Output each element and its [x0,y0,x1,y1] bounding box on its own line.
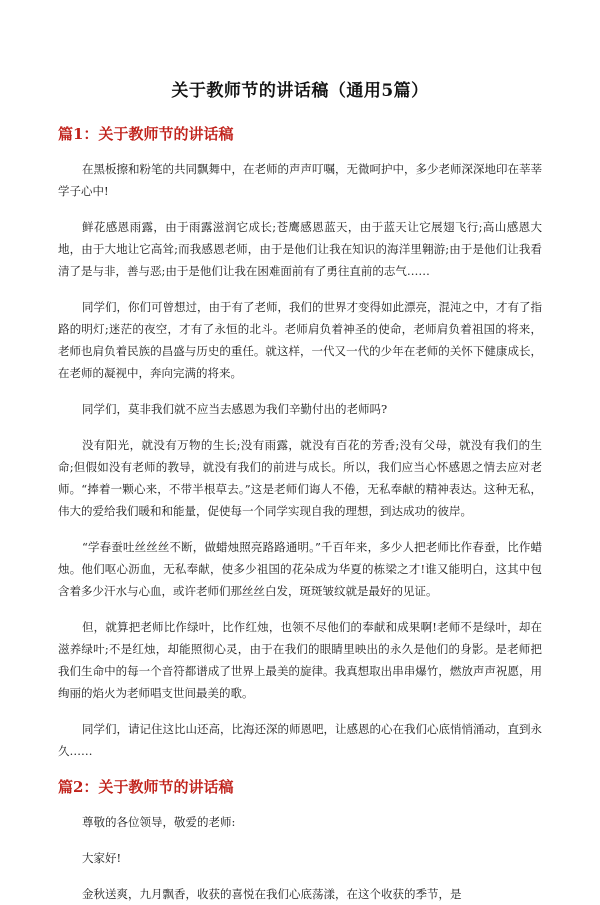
section-1-paragraph-5: 没有阳光，就没有万物的生长;没有雨露，就没有百花的芳香;没有父母，就没有我们的生命;但假如没有老师的教导，就没有我们的前进与成长。所以，我们应当心怀感恩之情去应对老师。“捧着一颗心来，不带半根草去。”这是老师们诲人不倦，无私奉献的精神表达。这种无私，伟大的爱给我们暖和和能量，促使每一个同学实现自我的理想，到达成功的彼岸。 [58,438,542,518]
section-1 [58,123,542,762]
section-1-paragraph-6: “学春蚕吐丝丝丝不断，做蜡烛照亮路路通明。”千百年来，多少人把老师比作春蚕，比作蜡烛。他们呕心沥血，无私奉献，使多少祖国的花朵成为华夏的栋梁之才!谁又能明白，这其中包含着多少汗水与心血，或许老师们那丝丝白发，斑斑皱纹就是最好的见证。 [58,540,542,598]
section-1-paragraph-4: 同学们，莫非我们就不应当去感恩为我们辛勤付出的老师吗? [82,402,388,416]
document-title: 关于教师节的讲话稿（通用5篇） [171,81,429,101]
section-1-paragraph-3: 同学们，你们可曾想过，由于有了老师，我们的世界才变得如此漂亮，混沌之中，才有了指路的明灯;迷茫的夜空，才有了永恒的北斗。老师肩负着神圣的使命，老师肩负着祖国的将来，老师也肩负着民族的昌盛与历史的重任。就这样，一代又一代的少年在老师的关怀下健康成长，在老师的凝视中，奔向完满的将来。 [58,300,542,380]
section-1-paragraph-2: 鲜花感恩雨露，由于雨露滋润它成长;苍鹰感恩蓝天，由于蓝天让它展翅飞行;高山感恩大地，由于大地让它高耸;而我感恩老师，由于是他们让我在知识的海洋里翱游;由于是他们让我看清了是与非，善与恶;由于是他们让我在困难面前有了勇往直前的志气…… [58,220,542,278]
section-2-paragraph-2: 大家好! [82,851,122,865]
section-2 [58,776,542,905]
section-2-paragraph-3: 金秋送爽，九月飘香，收获的喜悦在我们心底荡漾，在这个收获的季节，是 [82,887,462,901]
section-1-heading: 篇1：关于教师节的讲话稿 [58,125,234,143]
section-1-paragraph-7: 但，就算把老师比作绿叶，比作红烛，也领不尽他们的奉献和成果啊!老师不是绿叶，却在滋养绿叶;不是红烛，却能照彻心灵，由于在我们的眼睛里映出的永久是他们的身影。是老师把我们生命中的每一个音符都谱成了世界上最美的旋律。我真想取出串串爆竹，燃放声声祝愿，用绚丽的焰火为老师唱支世间最美的歌。 [58,620,542,700]
section-2-heading: 篇2：关于教师节的讲话稿 [58,778,234,796]
section-1-paragraph-1: 在黑板擦和粉笔的共同飘舞中，在老师的声声叮嘱，无微呵护中，多少老师深深地印在莘莘学子心中! [58,162,542,198]
section-1-paragraph-8: 同学们，请记住这比山还高，比海还深的师恩吧，让感恩的心在我们心底悄悄涌动，直到永久…… [58,722,542,758]
section-2-paragraph-1: 尊敬的各位领导，敬爱的老师: [82,815,236,829]
